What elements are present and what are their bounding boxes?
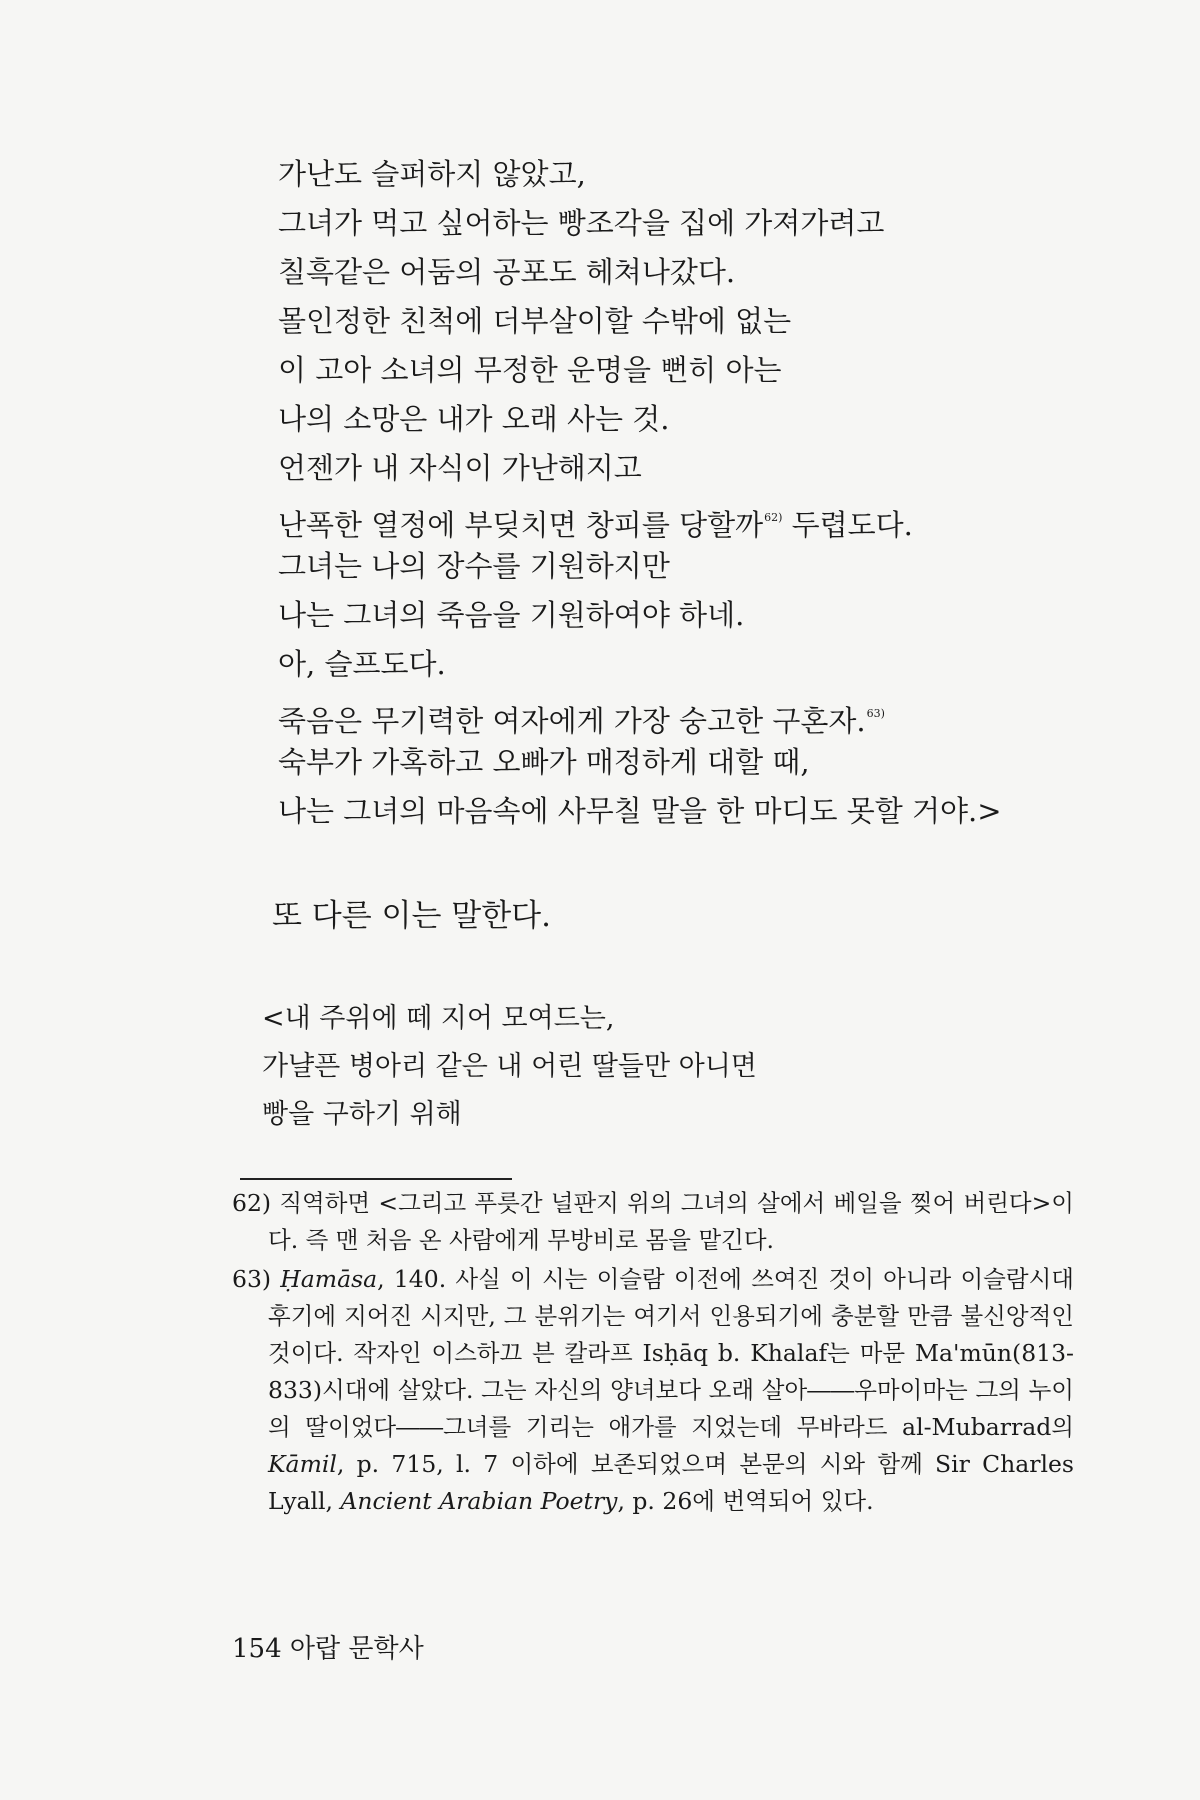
work-title-kamil: Kāmil [268,1450,337,1478]
page-number: 154 [232,1634,282,1664]
footnote-ref-62[interactable]: 62) [764,511,783,524]
footnote-62 [232,1185,1074,1259]
poem-block-second [262,995,757,1139]
footnote-ref-63[interactable]: 63) [866,707,885,720]
poem-line: 나는 그녀의 죽음을 기원하여야 하네. [278,598,745,632]
poem-block [278,150,1002,836]
footnote-divider [240,1178,512,1180]
running-title: 아랍 문학사 [289,1634,424,1664]
poem-line-with-footnote [278,493,1002,542]
footnote-number: 62) [232,1189,272,1217]
work-title-hamasa: Ḥamāsa [280,1265,378,1293]
poem-line: 아, 슬프도다. [278,647,446,681]
poem-line: 칠흑같은 어둠의 공포도 헤쳐나갔다. [278,255,736,289]
poem-line: 그녀가 먹고 싶어하는 빵조각을 집에 가져가려고 [278,206,885,240]
footnote-63 [232,1261,1074,1520]
footnote-text: , 140. 사실 이 시는 이슬람 이전에 쓰여진 것이 아니라 이슬람시대 후기에 지어진 시지만, 그 분위기는 여기서 인용되기에 충분할 만큼 불신앙적인 것이다. 작자인 이스하끄 븐 칼라프 Isḥāq b. Khalaf는 마문 Ma'mūn(813-833)시대에 살았다. 그는 자신의 양녀보다 오래 살아――우마이마는 그의 누이의 딸이었다――그녀를 기리는 애가를 지었는데 무바라드 al-Mubarrad의 [268,1265,1074,1441]
poem-line-text: 죽음은 무기력한 여자에게 가장 숭고한 구혼자. [278,704,866,738]
poem-line: 언젠가 내 자식이 가난해지고 [278,451,642,485]
work-title-ancient-arabian-poetry: Ancient Arabian Poetry [340,1487,618,1515]
footnote-text: 직역하면 <그리고 푸릇간 널판지 위의 그녀의 살에서 베일을 찢어 버린다>이다. 즉 맨 처음 온 사람에게 무방비로 몸을 맡긴다. [268,1189,1074,1254]
poem-line: 가난도 슬퍼하지 않았고, [278,157,586,191]
poem-line: 이 고아 소녀의 무정한 운명을 뻔히 아는 [278,353,782,387]
poem-line-continuation: 두렵도다. [782,508,913,542]
footnote-text: , p. 26에 번역되어 있다. [617,1487,874,1515]
poem-line: 빵을 구하기 위해 [262,1099,462,1130]
footnote-text: , p. 715, l. 7 이하에 보존되었으며 본문의 시와 함께 Sir Charles Lyall, [268,1450,1074,1515]
poem-line-with-footnote [278,689,1002,738]
page-footer [232,1628,424,1665]
poem-line: <내 주위에 떼 지어 모여드는, [262,1003,615,1034]
poem-line: 몰인정한 친척에 더부살이할 수밖에 없는 [278,304,792,338]
footnote-number: 63) [232,1265,272,1293]
poem-line: 나의 소망은 내가 오래 사는 것. [278,402,670,436]
poem-line: 그녀는 나의 장수를 기원하지만 [278,549,670,583]
poem-line: 가냘픈 병아리 같은 내 어린 딸들만 아니면 [262,1051,757,1082]
poem-line: 숙부가 가혹하고 오빠가 매정하게 대할 때, [278,745,810,779]
poem-line: 나는 그녀의 마음속에 사무칠 말을 한 마디도 못할 거야.> [278,794,1002,828]
poem-line-text: 난폭한 열정에 부딪치면 창피를 당할까 [278,508,764,542]
footnotes-section [232,1185,1074,1522]
intro-sentence: 또 다른 이는 말한다. [272,898,551,934]
